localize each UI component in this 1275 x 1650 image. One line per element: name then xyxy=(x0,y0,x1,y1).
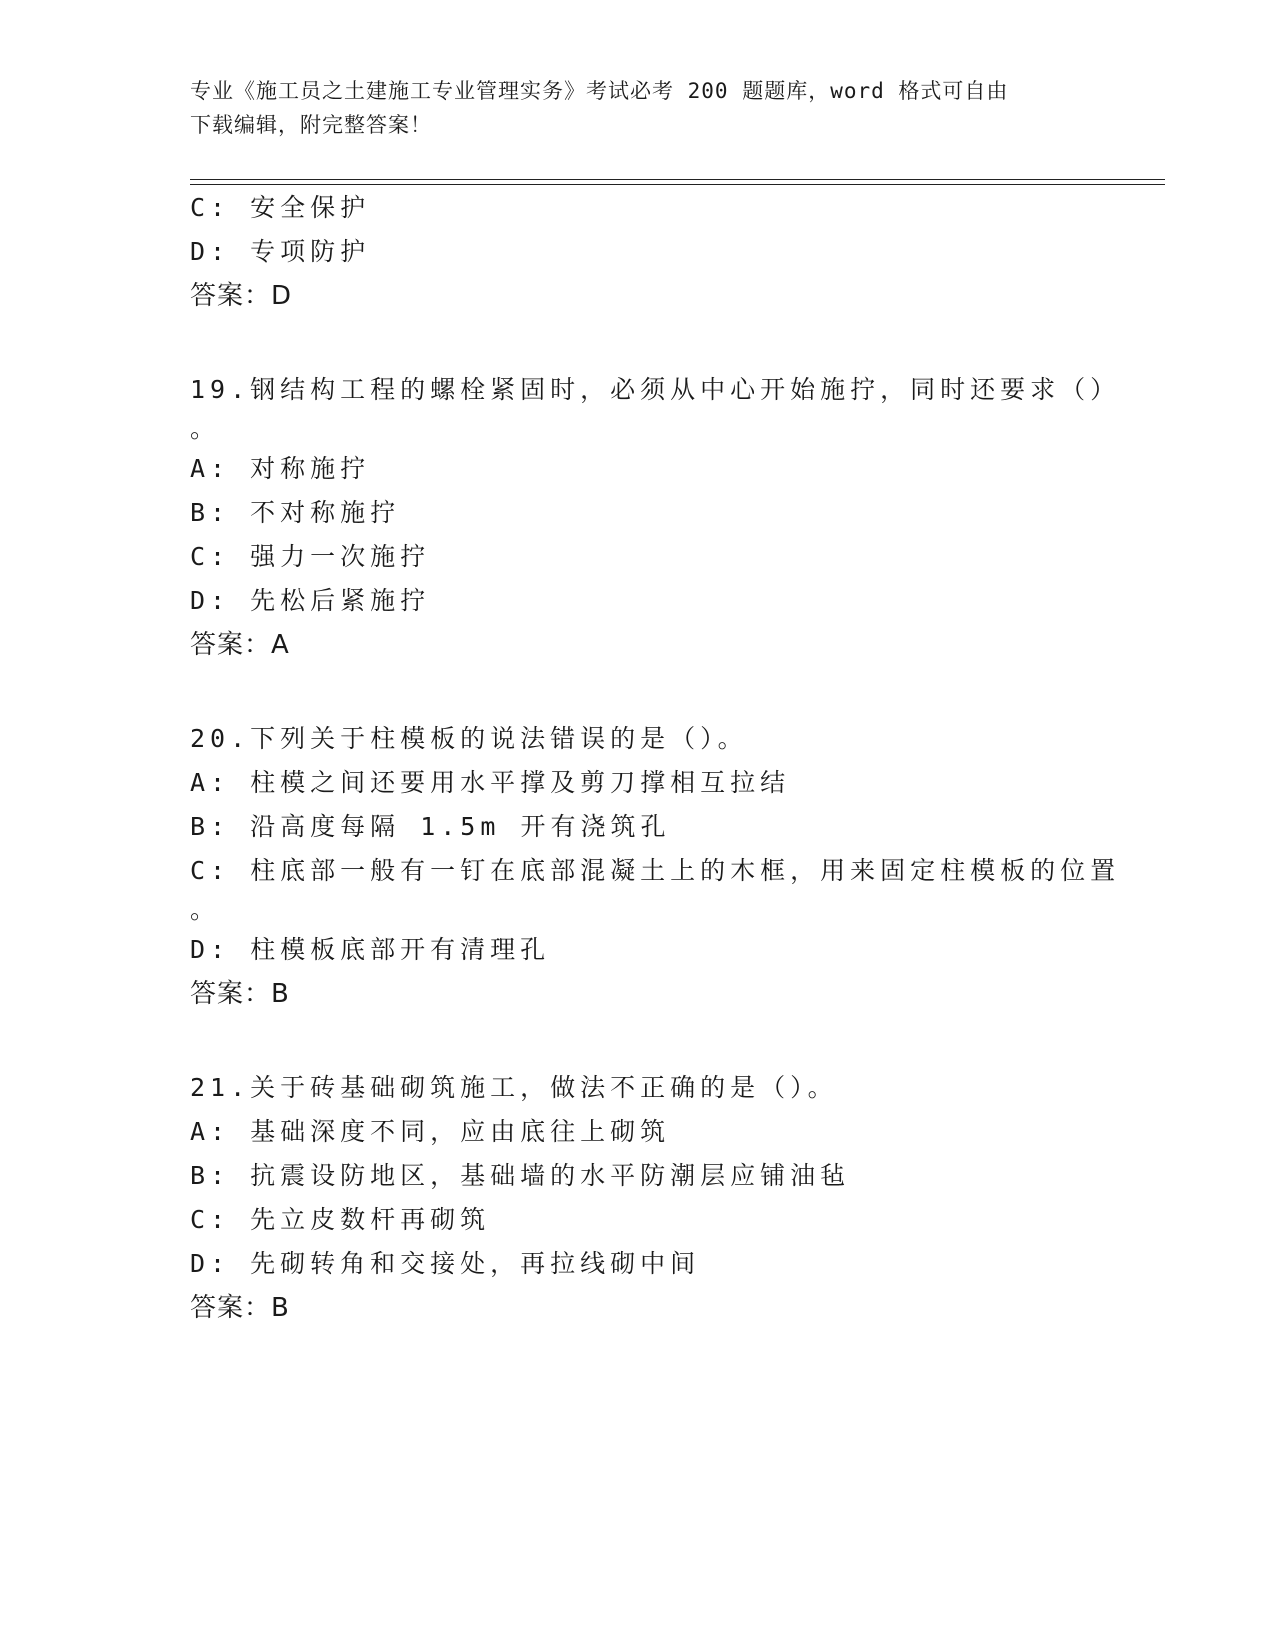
q21-option-d: D: 先砌转角和交接处，再拉线砌中间 xyxy=(190,1249,701,1278)
q19-option-a: A: 对称施拧 xyxy=(190,454,371,483)
q21-stem: 21.关于砖基础砌筑施工，做法不正确的是（）。 xyxy=(190,1073,838,1102)
document-header xyxy=(190,74,1090,142)
q21-option-c: C: 先立皮数杆再砌筑 xyxy=(190,1205,491,1234)
q21-answer: 答案：B xyxy=(190,1293,290,1323)
q19-option-c: C: 强力一次施拧 xyxy=(190,542,431,571)
q18-option-d: D: 专项防护 xyxy=(190,237,371,266)
header-divider-top xyxy=(190,179,1165,180)
q20-option-a: A: 柱模之间还要用水平撑及剪刀撑相互拉结 xyxy=(190,768,791,797)
q20-stem: 20.下列关于柱模板的说法错误的是（）。 xyxy=(190,724,748,753)
header-line-2: 下载编辑，附完整答案！ xyxy=(190,113,432,137)
header-line-1: 专业《施工员之土建施工专业管理实务》考试必考 200 题题库，word 格式可自由 xyxy=(190,79,1009,103)
q20-answer: 答案：B xyxy=(190,979,290,1009)
q21-option-a: A: 基础深度不同，应由底往上砌筑 xyxy=(190,1117,671,1146)
q19-stem-continuation: 。 xyxy=(190,414,221,443)
q19-option-d: D: 先松后紧施拧 xyxy=(190,586,431,615)
q19-option-b: B: 不对称施拧 xyxy=(190,498,401,527)
header-divider-bottom xyxy=(190,184,1165,185)
q20-option-c: C: 柱底部一般有一钉在底部混凝土上的木框，用来固定柱模板的位置 xyxy=(190,856,1121,885)
q21-option-b: B: 抗震设防地区，基础墙的水平防潮层应铺油毡 xyxy=(190,1161,851,1190)
q19-stem: 19.钢结构工程的螺栓紧固时，必须从中心开始施拧，同时还要求（） xyxy=(190,375,1121,404)
q18-option-c: C: 安全保护 xyxy=(190,193,371,222)
q20-option-d: D: 柱模板底部开有清理孔 xyxy=(190,935,551,964)
q19-answer: 答案：A xyxy=(190,630,290,660)
q20-option-b: B: 沿高度每隔 1.5m 开有浇筑孔 xyxy=(190,812,671,841)
q20-option-c-continuation: 。 xyxy=(190,895,221,924)
q18-answer: 答案：D xyxy=(190,281,293,311)
